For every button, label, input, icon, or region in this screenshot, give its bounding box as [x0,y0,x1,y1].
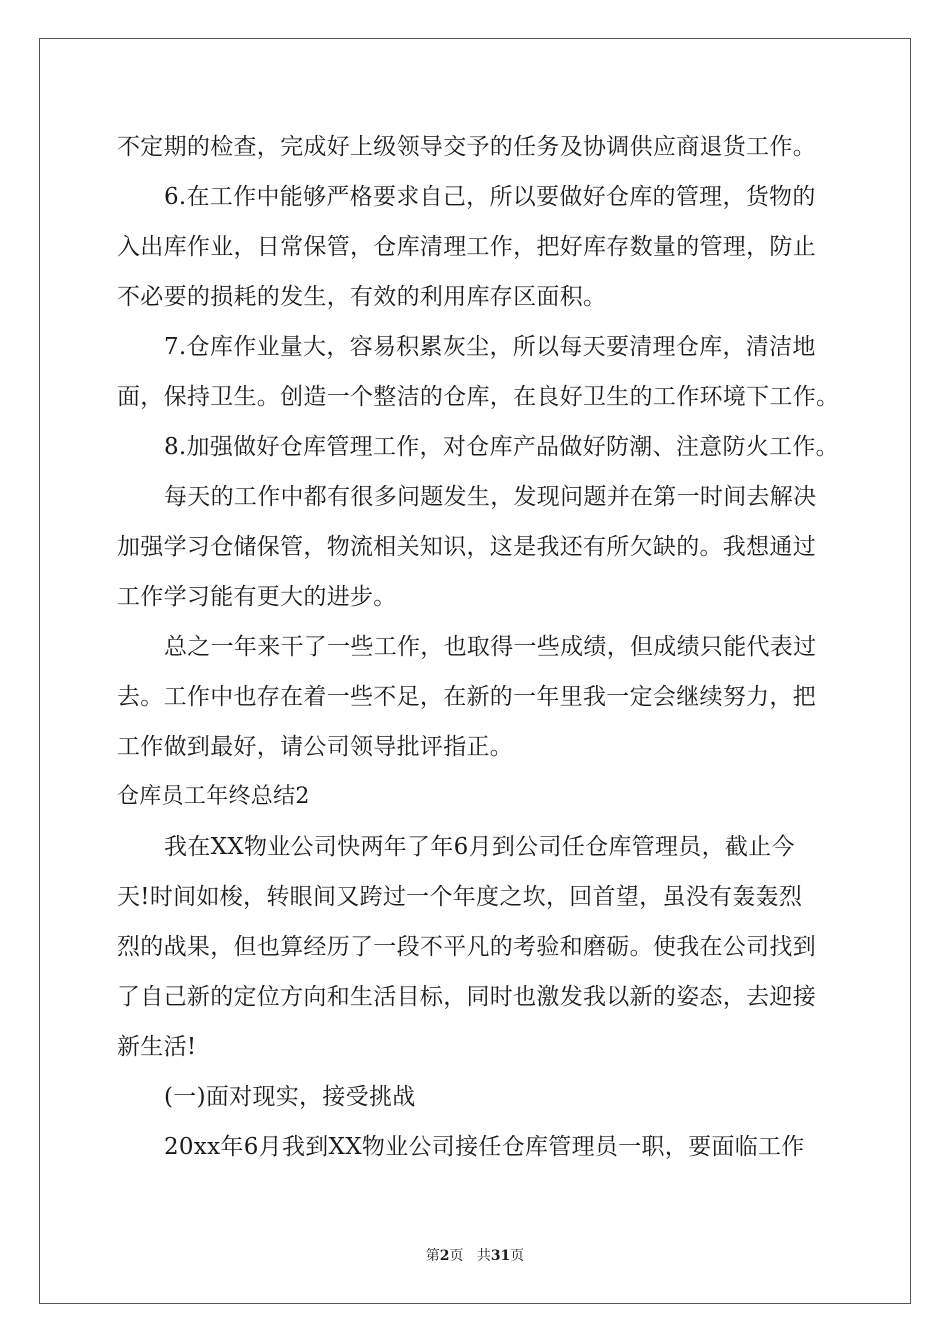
text-line: 6.在工作中能够严格要求自己，所以要做好仓库的管理，货物的 [164,184,816,210]
total-pages: 31 [490,1248,511,1264]
text-line: 入出库作业，日常保管，仓库清理工作，把好库存数量的管理，防止 [117,234,816,260]
text-line: 8.加强做好仓库管理工作，对仓库产品做好防潮、注意防火工作。 [164,434,839,460]
text-line: 7.仓库作业量大，容易积累灰尘，所以每天要清理仓库，清洁地 [164,334,816,360]
document-body [117,122,842,1172]
text-line: 总之一年来干了一些工作，也取得一些成绩，但成绩只能代表过 [164,634,817,660]
text-line: 新生活! [117,1034,197,1060]
text-line: 了自己新的定位方向和生活目标，同时也激发我以新的姿态，去迎接 [117,984,816,1010]
text-line: 工作学习能有更大的进步。 [117,584,397,610]
text-line: 面，保持卫生。创造一个整洁的仓库，在良好卫生的工作环境下工作。 [117,384,840,410]
text-line: 不定期的检查，完成好上级领导交予的任务及协调供应商退货工作。 [117,134,816,160]
page-label-prefix: 第 [425,1248,440,1264]
total-suffix: 页 [510,1248,525,1264]
text-line: 烈的战果，但也算经历了一段不平凡的考验和磨砺。使我在公司找到 [117,934,816,960]
total-prefix: 共 [476,1248,491,1264]
page-footer [0,1245,950,1265]
text-line: 加强学习仓储保管，物流相关知识，这是我还有所欠缺的。我想通过 [117,534,816,560]
page-label-suffix: 页 [449,1248,464,1264]
text-line: 20xx年6月我到XX物业公司接任仓库管理员一职，要面临工作 [164,1134,805,1160]
subheading-line: (一)面对现实，接受挑战 [164,1084,416,1110]
text-line: 去。工作中也存在着一些不足，在新的一年里我一定会继续努力，把 [117,684,816,710]
text-line: 每天的工作中都有很多问题发生，发现问题并在第一时间去解决 [164,484,817,510]
text-line: 天!时间如梭，转眼间又跨过一个年度之坎，回首望，虽没有轰轰烈 [117,884,803,910]
text-line: 我在XX物业公司快两年了年6月到公司任仓库管理员，截止今 [164,834,795,860]
page-number: 2 [439,1248,450,1264]
text-line: 不必要的损耗的发生，有效的利用库存区面积。 [117,284,607,310]
section-heading: 仓库员工年终总结2 [117,784,310,809]
text-line: 工作做到最好，请公司领导批评指正。 [117,734,514,760]
